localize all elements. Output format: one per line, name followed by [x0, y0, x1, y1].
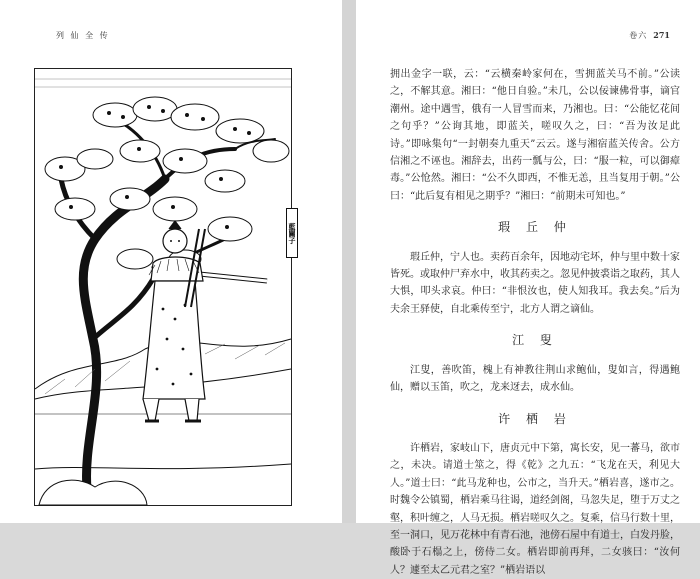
illustration-caption: 藍關子	[286, 208, 298, 258]
book-gutter	[342, 0, 356, 523]
body-text	[390, 66, 680, 579]
section-title-jiangsou: 江 叟	[512, 333, 558, 348]
right-page	[356, 0, 700, 576]
section-title-xiaqiuzhong: 瑕 丘 仲	[498, 220, 572, 235]
paragraph: 瑕丘仲，宁人也。卖药百余年，因地动宅坏，仲与里中数十家皆死。或取仲尸弃水中，收其药卖之。忽见仲披裘诣之取药，其人大惧，叩头求哀。仲曰：“非恨汝也，使人知我耳。我去矣。”后为夫余王驿使，自北乘传至宁，北方人谓之谪仙。	[390, 251, 680, 315]
left-running-head: 列 仙 全 传	[56, 31, 110, 40]
paragraph: 许栖岩，家岐山下，唐贞元中下第，寓长安，见一蕃马，欲市之，未决。请道士筮之，得《乾》之九五：“飞龙在天，利见大人。”道士曰：“此马龙种也，公市之，当升天。”栖岩喜，遂市之。时魏令公镇蜀，栖岩乘马往谒，道经剑阁，马忽失足，堕于万丈之壑，积叶缠之，人马无损。栖岩嗟叹久之。复乘，信马行数十里，至一洞口，见万花林中有青石池，池傍石屋中有道士，白发丹脸，酸卧于石榻之上，傍侍二女。栖岩即前再拜，二女骇曰：“汝何人？遽至太乙元君之室？”栖岩语以	[390, 442, 680, 576]
illustration-drawing	[35, 69, 291, 505]
paragraph: 江叟，善吹笛，槐上有神教往荆山求鲍仙，叟如言，得遇鲍仙，赠以玉笛，吹之，龙来迓去，成水仙。	[390, 364, 680, 394]
right-running-head	[629, 30, 670, 41]
section-title-xuqiyan: 许 栖 岩	[498, 411, 572, 426]
woodcut-illustration	[34, 68, 292, 506]
left-page	[0, 0, 342, 523]
chapter-label: 卷六	[629, 31, 648, 40]
paragraph: 拥出金字一联，云：“云横秦岭家何在，雪拥蓝关马不前。”公读之，不解其意。湘曰：“他日自验。”未几，公以佞谏佛骨事，谪官潮州。途中遇雪，俄有一人冒雪而来，乃湘也。曰：“公能忆花间之句乎？”公询其地，即蓝关，嗟叹久之，曰：“吾为汝足此诗。”即咏集句“一封朝奏九重天”云云。遂与湘宿蓝关传舍。公方信湘之不诬也。湘辞去，出药一瓢与公，曰：“服一粒，可以御瘴毒。”公怆然。湘曰：“公不久即西，不惟无恙，且当复用于朝。”公曰：“此后复有相见之期乎？”湘曰：“前期未可知也。”	[390, 69, 680, 202]
page-number: 271	[653, 30, 670, 40]
